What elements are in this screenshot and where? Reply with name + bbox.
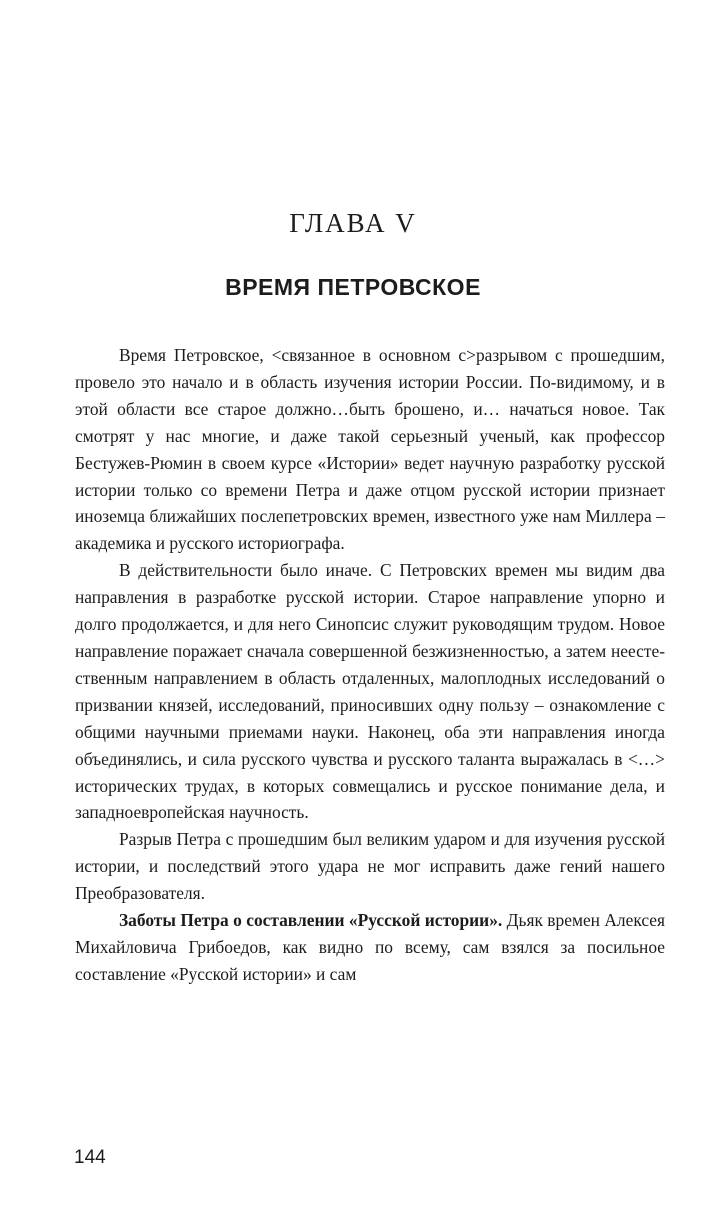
- paragraph-text: Дьяк времен Алексея Михайловича Грибоедов, как видно по всему, сам взялся за посильное составление «Русской истории» и сам: [75, 910, 665, 984]
- paragraph: [75, 826, 665, 907]
- chapter-label: ГЛАВА V: [289, 208, 417, 238]
- body-text: [75, 342, 665, 988]
- paragraph: [75, 557, 665, 826]
- chapter-title: ВРЕМЯ ПЕТРОВСКОЕ: [225, 274, 481, 300]
- paragraph-text: Время Петровское, <связанное в основном с>разрывом с прошедшим, провело это начало и в область изучения истории России. По-видимому, и в этой области все старое должно…быть брошено, и… начаться новое. Так смотрят у нас многие, и даже такой серьезный ученый, как профессор Бестужев-Рюмин в своем курсе «Истории» ведет научную разработку русской истории только со времени Петра и даже отцом русской истории признает иноземца ближайших послепетровских времен, известного уже нам Миллера – академика и русского историографа.: [75, 345, 665, 554]
- page-number: 144: [74, 1147, 106, 1168]
- paragraph-text: В действительности было иначе. С Петровских времен мы видим два направления в разработке русской истории. Старое направление упорно и долго продолжается, и для него Синопсис служит руководящим трудом. Новое направление поражает сначала совершенной безжизненностью, а затем неестественным направлением в область отдаленных, малоплодных исследований о призвании князей, исследований, приносивших одну пользу – ознакомление с общими научными приемами науки. Наконец, оба эти направления иногда объединялись, и сила русского чувства и русского таланта выражалась в <…> исторических трудах, в которых совмещались и русское понимание дела, и западноевропейская научность.: [75, 560, 665, 823]
- paragraph: [75, 907, 665, 988]
- section-heading-inline: Заботы Петра о составлении «Русской истории».: [119, 910, 503, 931]
- paragraph-text: Разрыв Петра с прошедшим был великим ударом и для изучения русской истории, и последствий этого удара не мог исправить даже гений нашего Преобразователя.: [75, 829, 665, 904]
- paragraph: [75, 342, 665, 557]
